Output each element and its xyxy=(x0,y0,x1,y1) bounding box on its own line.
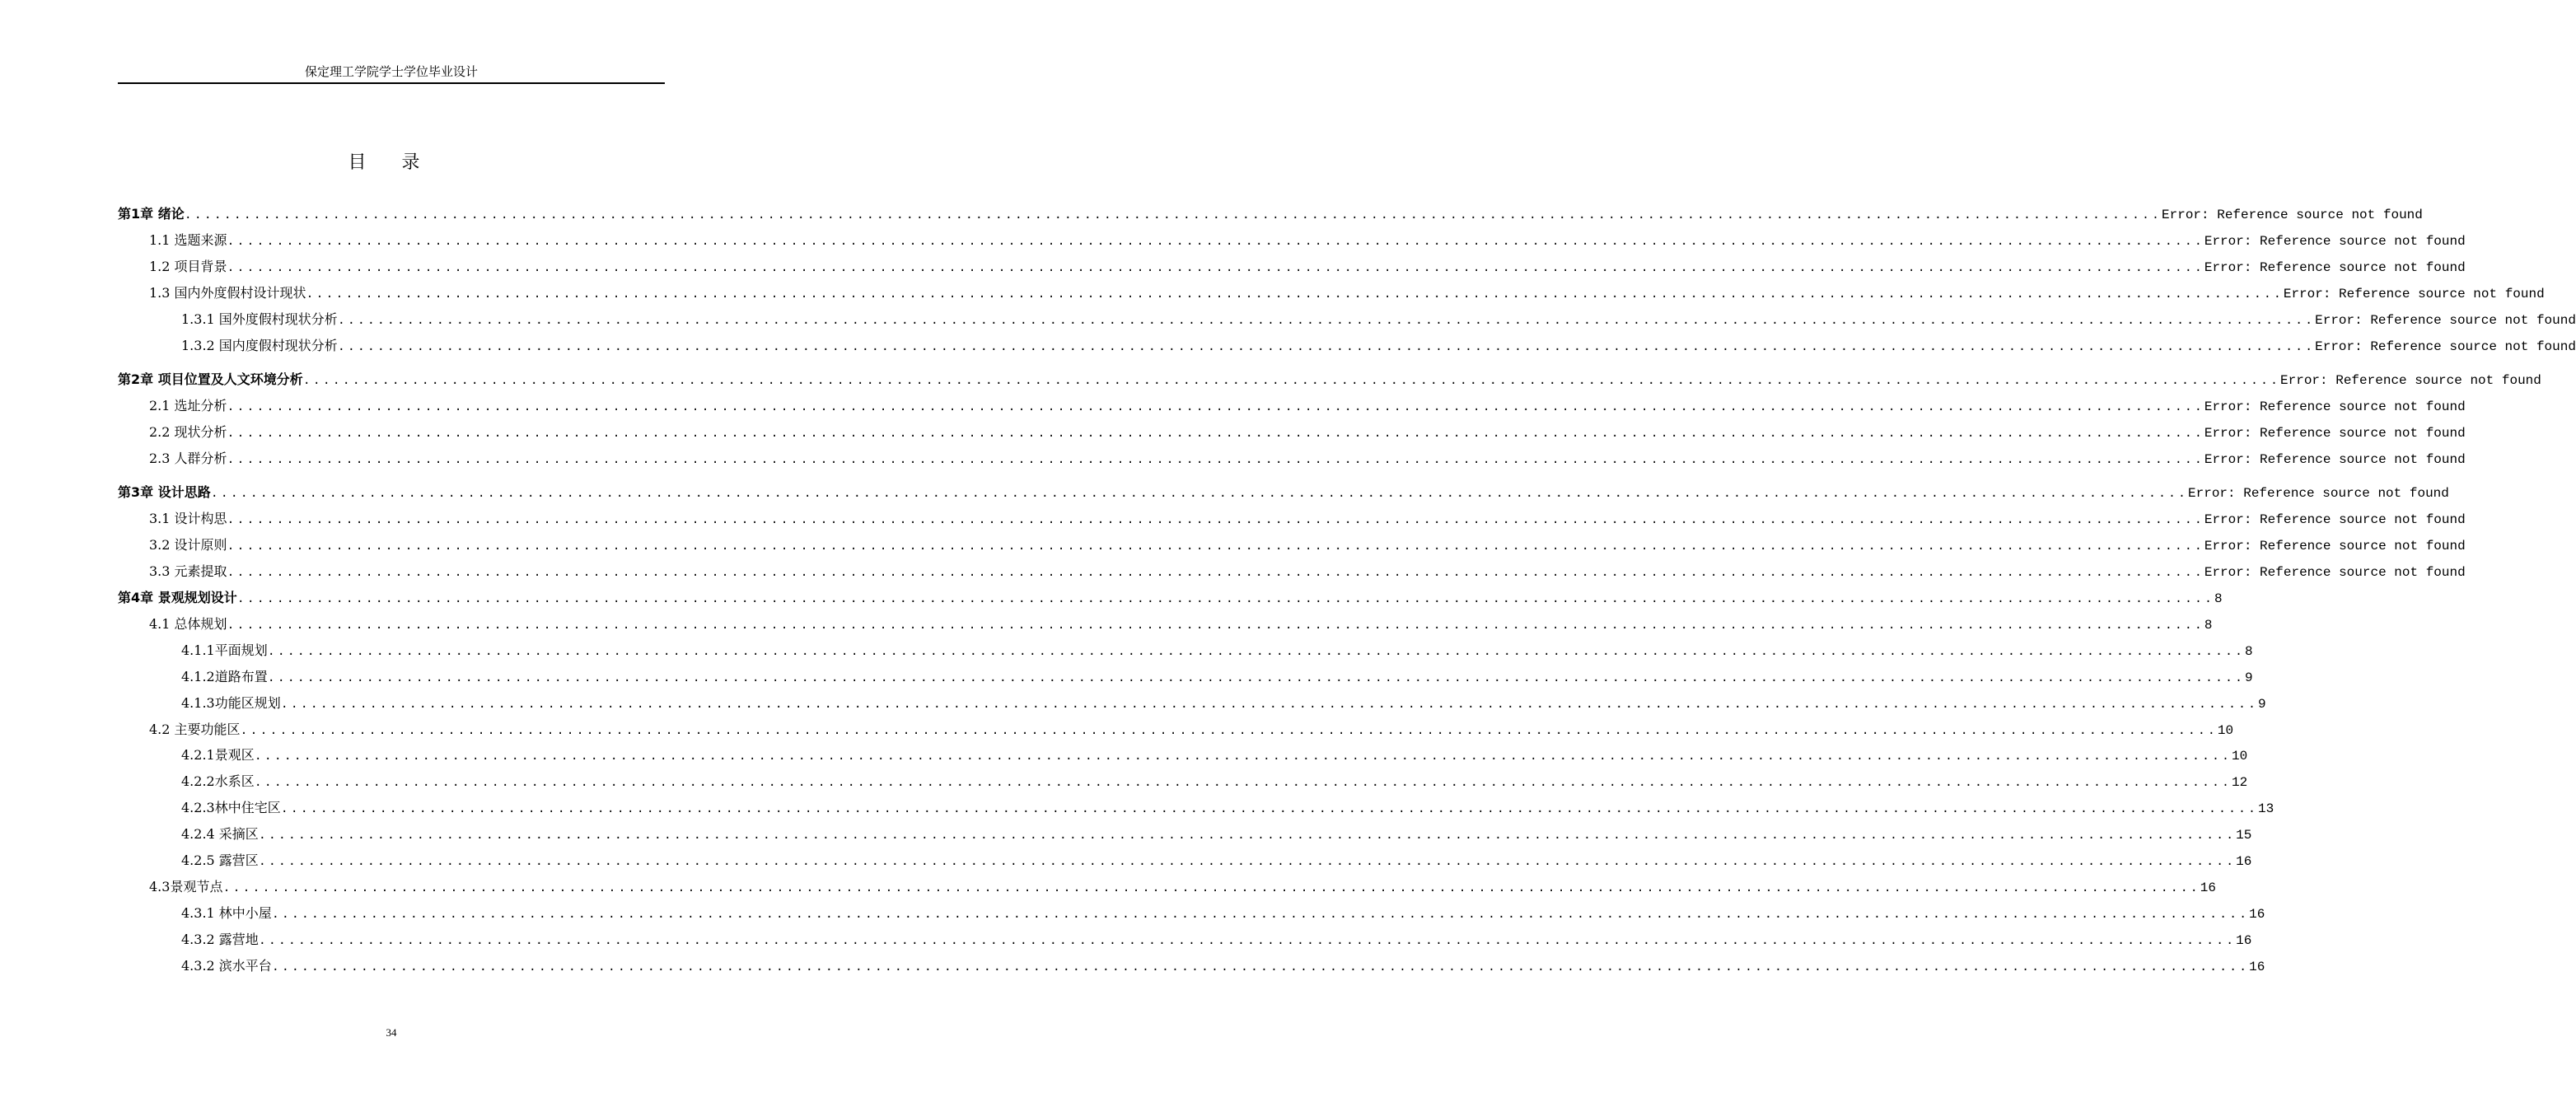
toc-leader-dots: ........................................................................................................................................................................................................ xyxy=(267,671,2246,685)
toc-entry[interactable] xyxy=(181,824,2252,843)
toc-entry-label: 2.3 人群分析 xyxy=(149,451,227,466)
toc-entry-page: Error: Reference source not found xyxy=(2204,539,2466,554)
toc-entry[interactable] xyxy=(181,929,2252,949)
toc-leader-dots: ........................................................................................................................................................................................................ xyxy=(337,340,2316,354)
toc-entry-label: 1.1 选题来源 xyxy=(149,232,227,248)
toc-entry-page: 8 xyxy=(2204,618,2213,633)
toc-entry[interactable] xyxy=(181,640,2253,660)
toc-leader-dots: ........................................................................................................................................................................................................ xyxy=(227,619,2204,633)
toc-entry-label: 4.3景观节点 xyxy=(149,879,223,894)
toc-entry[interactable] xyxy=(181,771,2248,791)
toc-entry[interactable] xyxy=(149,422,2466,441)
toc-entry-label: 3.3 元素提取 xyxy=(149,563,227,579)
toc-entry-label: 4.1.2道路布置 xyxy=(181,669,268,684)
toc-entry-page: 9 xyxy=(2245,670,2253,685)
toc-entry-label: 4.2.2水系区 xyxy=(181,773,255,789)
toc-entry-page: 10 xyxy=(2217,723,2234,738)
toc-entry-label: 2.1 选址分析 xyxy=(149,398,227,413)
toc-entry-label: 4.2.4 采摘区 xyxy=(181,826,259,842)
toc-entry[interactable] xyxy=(181,903,2265,922)
toc-leader-dots: ........................................................................................................................................................................................................ xyxy=(227,513,2204,527)
toc-entry[interactable] xyxy=(149,283,2545,302)
toc-entry-page: Error: Reference source not found xyxy=(2204,512,2466,527)
toc-entry[interactable] xyxy=(181,797,2274,817)
toc-entry-page: Error: Reference source not found xyxy=(2204,399,2466,414)
toc-leader-dots: ........................................................................................................................................................................................................ xyxy=(184,208,2162,222)
toc-chapter-entry[interactable] xyxy=(118,369,2541,389)
toc-chapter-entry[interactable] xyxy=(118,482,2449,502)
toc-entry-label: 第3章 设计思路 xyxy=(118,484,211,500)
toc-entry-page: 16 xyxy=(2236,933,2252,948)
toc-leader-dots: ........................................................................................................................................................................................................ xyxy=(222,881,2200,895)
toc-entry-label: 1.2 项目背景 xyxy=(149,259,227,274)
toc-leader-dots: ........................................................................................................................................................................................................ xyxy=(227,427,2204,441)
toc-entry[interactable] xyxy=(149,256,2466,276)
toc-entry[interactable] xyxy=(149,614,2213,633)
toc-entry[interactable] xyxy=(149,508,2466,528)
toc-entry-label: 第1章 绪论 xyxy=(118,206,185,222)
toc-leader-dots: ........................................................................................................................................................................................................ xyxy=(258,829,2237,843)
toc-leader-dots: ........................................................................................................................................................................................................ xyxy=(240,724,2218,738)
toc-leader-dots: ........................................................................................................................................................................................................ xyxy=(227,566,2204,580)
toc-entry-label: 1.3.1 国外度假村现状分析 xyxy=(181,311,338,327)
toc-entry-page: 13 xyxy=(2258,801,2274,816)
toc-entry-label: 1.3 国内外度假村设计现状 xyxy=(149,285,306,301)
toc-entry-page: Error: Reference source not found xyxy=(2204,565,2466,580)
toc-entry[interactable] xyxy=(181,693,2266,712)
toc-entry-label: 3.1 设计构思 xyxy=(149,511,227,526)
toc-entry[interactable] xyxy=(149,448,2466,468)
toc-leader-dots: ........................................................................................................................................................................................................ xyxy=(271,960,2250,974)
toc-leader-dots: ........................................................................................................................................................................................................ xyxy=(236,592,2215,606)
toc-leader-dots: ........................................................................................................................................................................................................ xyxy=(258,934,2237,948)
toc-entry-label: 4.3.2 露营地 xyxy=(181,932,259,947)
toc-entry[interactable] xyxy=(181,850,2252,870)
toc-entry[interactable] xyxy=(181,666,2253,686)
toc-entry-page: 15 xyxy=(2236,828,2252,843)
toc-entry-label: 1.3.2 国内度假村现状分析 xyxy=(181,338,338,353)
toc-entry-label: 4.2.3林中住宅区 xyxy=(181,800,281,815)
toc-entry-label: 第2章 项目位置及人文环境分析 xyxy=(118,371,303,387)
toc-entry-label: 4.1.3功能区规划 xyxy=(181,695,281,711)
toc-entry-page: Error: Reference source not found xyxy=(2283,287,2545,301)
page-number: 34 xyxy=(386,1026,397,1039)
toc-leader-dots: ........................................................................................................................................................................................................ xyxy=(254,750,2232,764)
toc-entry-page: 16 xyxy=(2200,880,2216,895)
toc-entry-page: 16 xyxy=(2249,960,2265,974)
toc-entry-label: 4.2.5 露营区 xyxy=(181,852,259,868)
toc-entry-label: 4.3.1 林中小屋 xyxy=(181,905,272,921)
toc-leader-dots: ........................................................................................................................................................................................................ xyxy=(227,235,2204,249)
toc-leader-dots: ........................................................................................................................................................................................................ xyxy=(267,645,2246,659)
toc-entry-page: 9 xyxy=(2258,697,2266,712)
toc-entry-page: Error: Reference source not found xyxy=(2204,452,2466,467)
toc-leader-dots: ........................................................................................................................................................................................................ xyxy=(227,261,2204,275)
toc-entry-page: Error: Reference source not found xyxy=(2280,373,2541,388)
toc-entry-page: Error: Reference source not found xyxy=(2315,313,2576,328)
page-header: 保定理工学院学士学位毕业设计 xyxy=(304,64,478,79)
toc-entry[interactable] xyxy=(149,561,2466,581)
toc-entry[interactable] xyxy=(149,719,2234,739)
toc-entry-label: 4.1.1平面规划 xyxy=(181,642,268,658)
header-rule xyxy=(118,82,665,84)
toc-entry-label: 第4章 景观规划设计 xyxy=(118,590,237,605)
toc-entry[interactable] xyxy=(181,745,2248,764)
toc-leader-dots: ........................................................................................................................................................................................................ xyxy=(227,400,2204,414)
toc-entry-page: Error: Reference source not found xyxy=(2315,339,2576,354)
toc-leader-dots: ........................................................................................................................................................................................................ xyxy=(258,855,2237,869)
toc-entry-label: 3.2 设计原则 xyxy=(149,537,227,553)
toc-chapter-entry[interactable] xyxy=(118,587,2223,607)
toc-entry-label: 4.2.1景观区 xyxy=(181,747,255,763)
toc-entry-page: 16 xyxy=(2249,907,2265,922)
toc-leader-dots: ........................................................................................................................................................................................................ xyxy=(302,374,2281,388)
toc-entry[interactable] xyxy=(181,335,2576,355)
toc-entry-page: Error: Reference source not found xyxy=(2204,426,2466,441)
toc-entry-page: Error: Reference source not found xyxy=(2162,208,2423,222)
toc-entry[interactable] xyxy=(149,395,2466,415)
toc-leader-dots: ........................................................................................................................................................................................................ xyxy=(306,287,2284,301)
toc-leader-dots: ........................................................................................................................................................................................................ xyxy=(227,539,2204,554)
toc-leader-dots: ........................................................................................................................................................................................................ xyxy=(280,802,2259,816)
toc-entry-page: 10 xyxy=(2232,749,2248,764)
toc-entry[interactable] xyxy=(181,955,2265,975)
toc-entry-page: Error: Reference source not found xyxy=(2204,260,2466,275)
toc-entry-page: 12 xyxy=(2232,775,2248,790)
toc-leader-dots: ........................................................................................................................................................................................................ xyxy=(227,453,2204,467)
toc-title: 目 录 xyxy=(348,152,435,173)
toc-entry-label: 4.1 总体规划 xyxy=(149,616,227,632)
toc-entry-page: 8 xyxy=(2214,591,2223,606)
toc-leader-dots: ........................................................................................................................................................................................................ xyxy=(337,314,2316,328)
toc-chapter-entry[interactable] xyxy=(118,203,2423,223)
toc-entry-label: 4.2 主要功能区 xyxy=(149,722,241,737)
toc-entry-label: 2.2 现状分析 xyxy=(149,424,227,440)
toc-entry[interactable] xyxy=(149,230,2466,250)
toc-entry[interactable] xyxy=(181,309,2576,329)
toc-entry[interactable] xyxy=(149,876,2216,896)
toc-leader-dots: ........................................................................................................................................................................................................ xyxy=(280,698,2259,712)
toc-entry-page: Error: Reference source not found xyxy=(2204,234,2466,249)
toc-entry-page: Error: Reference source not found xyxy=(2188,486,2449,501)
toc-leader-dots: ........................................................................................................................................................................................................ xyxy=(210,487,2189,501)
toc-entry-label: 4.3.2 滨水平台 xyxy=(181,958,272,974)
toc-entry-page: 8 xyxy=(2245,644,2253,659)
toc-entry-page: 16 xyxy=(2236,854,2252,869)
toc-entry[interactable] xyxy=(149,535,2466,554)
toc-leader-dots: ........................................................................................................................................................................................................ xyxy=(271,908,2250,922)
toc-leader-dots: ........................................................................................................................................................................................................ xyxy=(254,776,2232,790)
